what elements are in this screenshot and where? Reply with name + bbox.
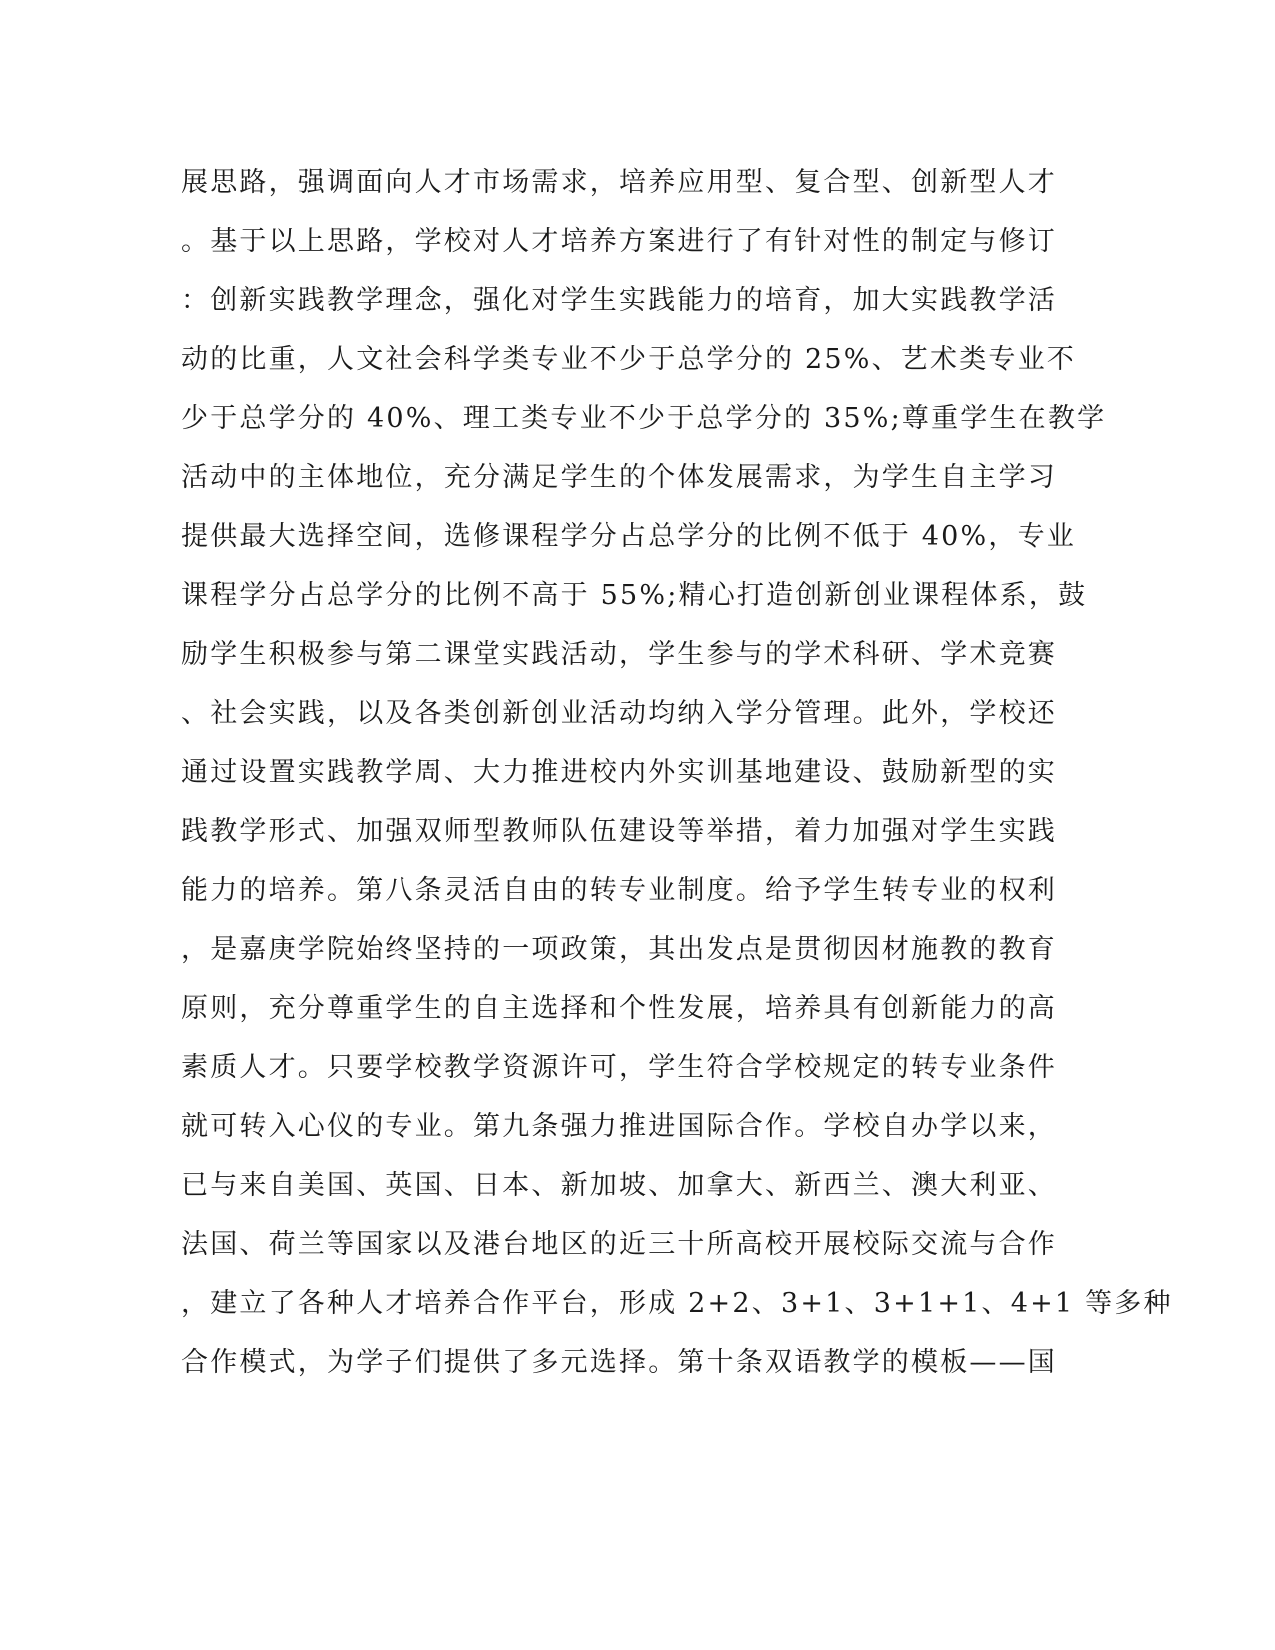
text-line: 、社会实践，以及各类创新创业活动均纳入学分管理。此外，学校还: [181, 698, 1057, 729]
text-line: 提供最大选择空间，选修课程学分占总学分的比例不低于 40%，专业: [181, 521, 1076, 552]
text-line: 就可转入心仪的专业。第九条强力推进国际合作。学校自办学以来，: [181, 1111, 1057, 1142]
text-line: 已与来自美国、英国、日本、新加坡、加拿大、新西兰、澳大利亚、: [181, 1170, 1057, 1201]
text-line: ，是嘉庚学院始终坚持的一项政策，其出发点是贯彻因材施教的教育: [181, 934, 1057, 965]
text-line: 素质人才。只要学校教学资源许可，学生符合学校规定的转专业条件: [181, 1052, 1057, 1083]
text-line: 原则，充分尊重学生的自主选择和个性发展，培养具有创新能力的高: [181, 993, 1057, 1024]
text-line: 合作模式，为学子们提供了多元选择。第十条双语教学的模板——国: [181, 1347, 1057, 1378]
text-line: 少于总学分的 40%、理工类专业不少于总学分的 35%;尊重学生在教学: [181, 403, 1107, 434]
text-line: 动的比重，人文社会科学类专业不少于总学分的 25%、艺术类专业不: [181, 344, 1076, 375]
text-line: 践教学形式、加强双师型教师队伍建设等举措，着力加强对学生实践: [181, 816, 1057, 847]
text-line: ：创新实践教学理念，强化对学生实践能力的培育，加大实践教学活: [181, 285, 1057, 316]
text-line: 法国、荷兰等国家以及港台地区的近三十所高校开展校际交流与合作: [181, 1229, 1057, 1260]
text-line: 活动中的主体地位，充分满足学生的个体发展需求，为学生自主学习: [181, 462, 1057, 493]
text-line: 。基于以上思路，学校对人才培养方案进行了有针对性的制定与修订: [181, 226, 1057, 257]
text-line: 能力的培养。第八条灵活自由的转专业制度。给予学生转专业的权利: [181, 875, 1057, 906]
text-line: 励学生积极参与第二课堂实践活动，学生参与的学术科研、学术竞赛: [181, 639, 1057, 670]
text-line: ，建立了各种人才培养合作平台，形成 2+2、3+1、3+1+1、4+1 等多种: [181, 1288, 1173, 1319]
text-line: 课程学分占总学分的比例不高于 55%;精心打造创新创业课程体系，鼓: [181, 580, 1088, 611]
text-line: 通过设置实践教学周、大力推进校内外实训基地建设、鼓励新型的实: [181, 757, 1057, 788]
body-text: [181, 160, 1173, 1399]
text-line: 展思路，强调面向人才市场需求，培养应用型、复合型、创新型人才: [181, 167, 1057, 198]
